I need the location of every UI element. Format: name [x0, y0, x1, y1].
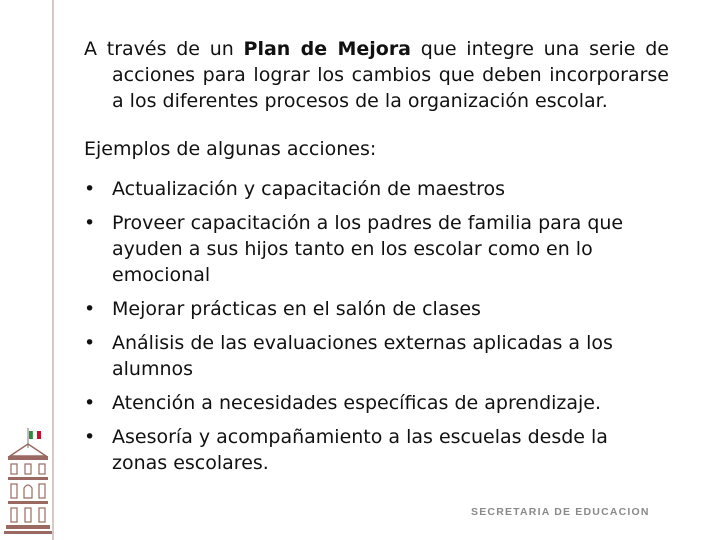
bullet-icon: •	[84, 332, 96, 354]
action-text: Mejorar prácticas en el salón de clases	[112, 298, 481, 320]
intro-text-end: que integre una serie de acciones para lograr los cambios que deben incorporarse a los diferentes procesos de la organización escolar.	[112, 38, 669, 112]
bullet-icon: •	[84, 212, 96, 234]
bullet-icon: •	[84, 392, 96, 414]
bullet-icon: •	[84, 178, 96, 200]
action-item	[84, 210, 669, 288]
action-text: Proveer capacitación a los padres de familia para que ayuden a sus hijos tanto en los escolar como en lo emocional	[112, 212, 624, 286]
plan-de-mejora-term: Plan de Mejora	[243, 38, 412, 60]
ministry-label: SECRETARIA DE EDUCACION	[471, 506, 650, 518]
action-item	[84, 390, 669, 416]
bullet-icon: •	[84, 298, 96, 320]
action-text: Asesoría y acompañamiento a las escuelas desde la zonas escolares.	[112, 426, 608, 474]
examples-heading: Ejemplos de algunas acciones:	[84, 138, 377, 160]
bullet-icon: •	[84, 426, 96, 448]
action-text: Análisis de las evaluaciones externas aplicadas a los alumnos	[112, 332, 613, 380]
action-text: Actualización y capacitación de maestros	[112, 178, 506, 200]
action-item	[84, 296, 669, 322]
action-list	[84, 176, 669, 476]
action-item	[84, 330, 669, 382]
action-item	[84, 176, 669, 202]
slide-body	[84, 36, 669, 484]
action-text: Atención a necesidades específicas de aprendizaje.	[112, 392, 602, 414]
intro-text-start: A través de un	[84, 38, 244, 60]
government-building-icon	[2, 426, 54, 538]
action-item	[84, 424, 669, 476]
intro-paragraph	[84, 36, 669, 114]
